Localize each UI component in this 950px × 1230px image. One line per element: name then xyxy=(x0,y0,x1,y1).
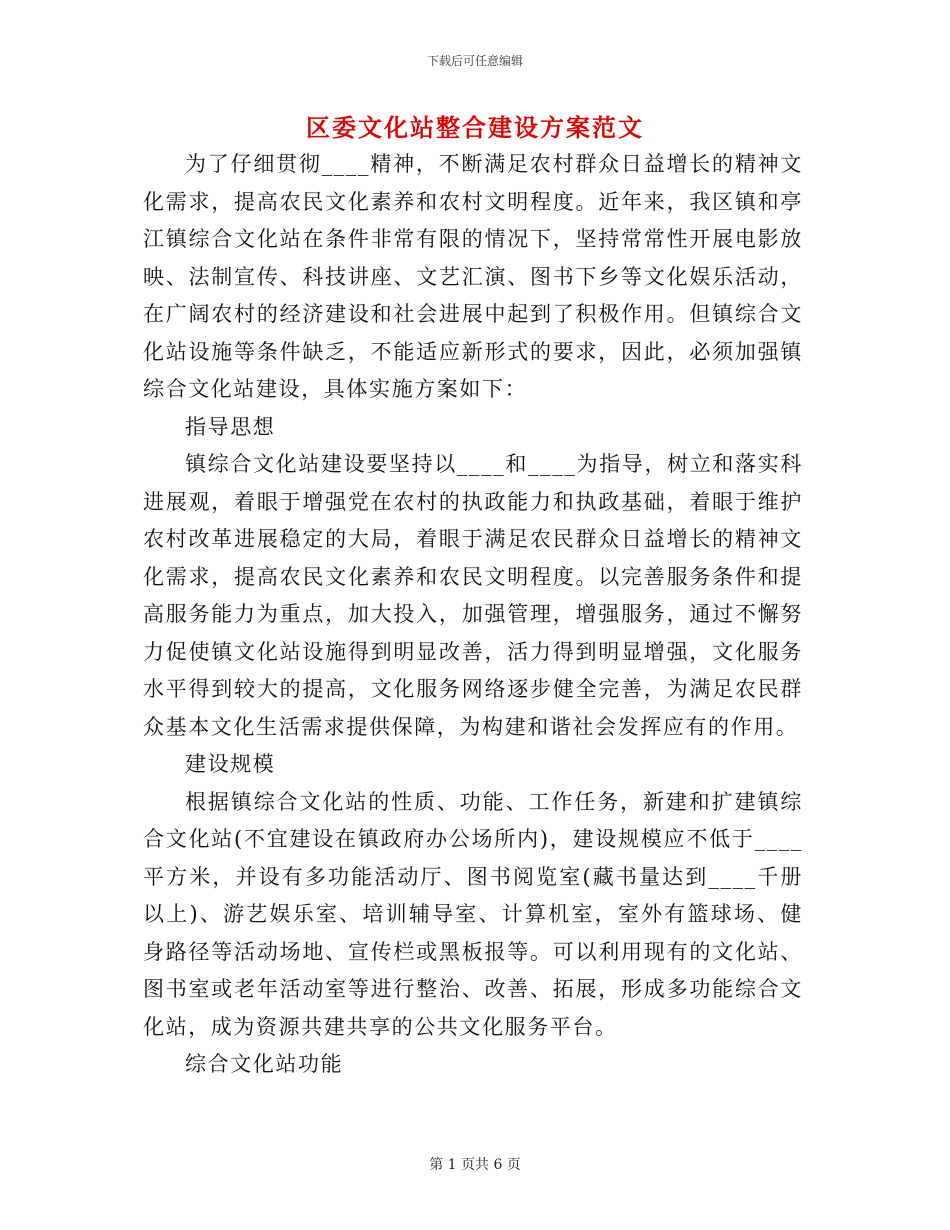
section-heading-construction-scale: 建设规模 xyxy=(185,752,276,776)
page-footer: 第 1 页共 6 页 xyxy=(429,1157,521,1173)
paragraph-construction-scale: 根据镇综合文化站的性质、功能、工作任务，新建和扩建镇综合文化站(不宜建设在镇政府办公场所内)，建设规模应不低于____平方米，并设有多功能活动厅、图书阅览室(藏书量达到____千册以上)、游艺娱乐室、培训辅导室、计算机室，室外有篮球场、健身路径等活动场地、宣传栏或黑板报等。可以利用现有的文化站、图书室或老年活动室等进行整治、改善、拓展，形成多功能综合文化站，成为资源共建共享的公共文化服务平台。 xyxy=(143,789,803,1039)
document-body xyxy=(143,146,803,1084)
page-header: 下载后可任意编辑 xyxy=(426,54,523,68)
document-title: 区委文化站整合建设方案范文 xyxy=(306,113,644,142)
section-heading-guiding-thought: 指导思想 xyxy=(185,414,276,439)
paragraph-guiding-thought: 镇综合文化站建设要坚持以____和____为指导，树立和落实科进展观，着眼于增强党在农村的执政能力和执政基础，着眼于维护农村改革进展稳定的大局，着眼于满足农民群众日益增长的精神文化需求，提高农民文化素养和农民文明程度。以完善服务条件和提高服务能力为重点，加大投入，加强管理，增强服务，通过不懈努力促使镇文化站设施得到明显改善，活力得到明显增强，文化服务水平得到较大的提高，文化服务网络逐步健全完善，为满足农民群众基本文化生活需求提供保障，为构建和谐社会发挥应有的作用。 xyxy=(143,452,803,739)
section-heading-station-functions: 综合文化站功能 xyxy=(185,1052,344,1076)
paragraph-intro: 为了仔细贯彻____精神，不断满足农村群众日益增长的精神文化需求，提高农民文化素养和农村文明程度。近年来，我区镇和亭江镇综合文化站在条件非常有限的情况下，坚持常常性开展电影放映、法制宣传、科技讲座、文艺汇演、图书下乡等文化娱乐活动，在广阔农村的经济建设和社会进展中起到了积极作用。但镇综合文化站设施等条件缺乏，不能适应新形式的要求，因此，必须加强镇综合文化站建设，具体实施方案如下： xyxy=(143,152,803,401)
